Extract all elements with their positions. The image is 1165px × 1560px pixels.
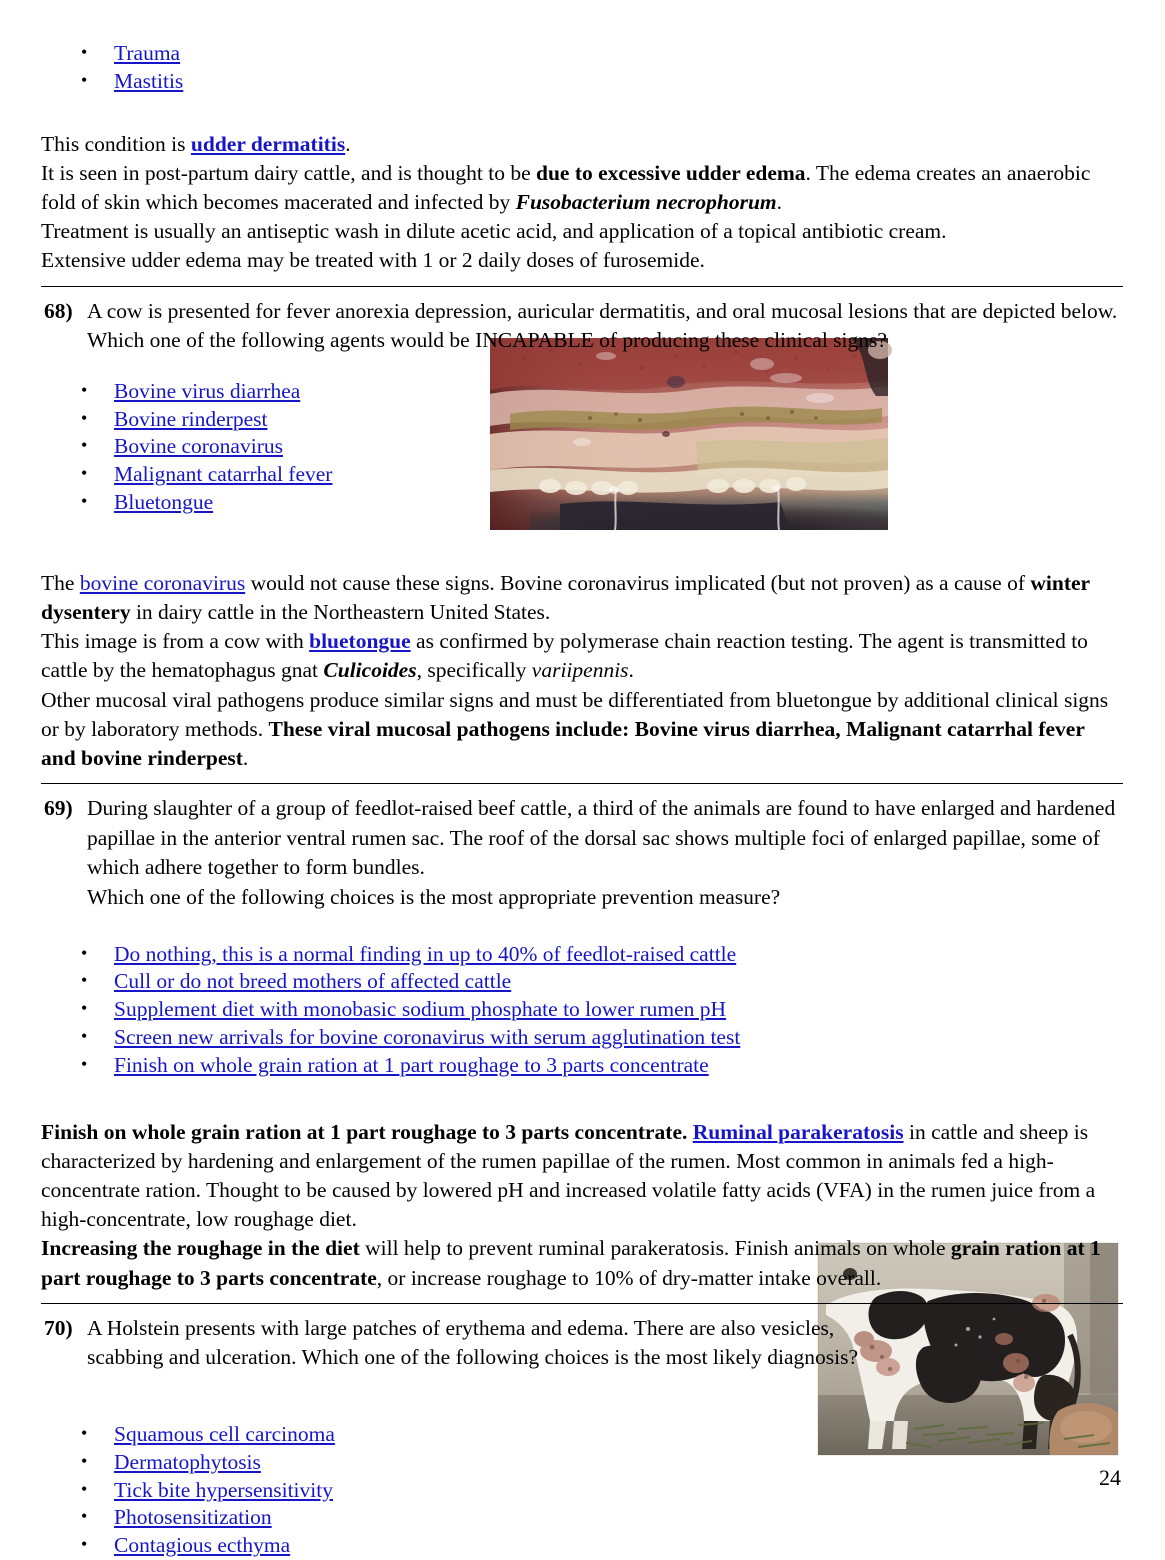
text-fragment: . The edema creates an anaerobic fold of skin which becomes macerated and infected by bbox=[41, 160, 1091, 214]
explanation-68-p3 bbox=[41, 686, 1123, 774]
text-fragment: It is seen in post-partum dairy cattle, and is thought to be bbox=[41, 160, 536, 185]
explanation-line-1 bbox=[41, 130, 1123, 159]
text-fragment: as confirmed by polymerase chain reaction testing. The agent is transmitted to cattle by the hematophagus gnat bbox=[41, 629, 1088, 683]
choice-label[interactable]: Finish on whole grain ration at 1 part roughage to 3 parts concentrate bbox=[114, 1052, 709, 1077]
choice-item[interactable] bbox=[41, 1532, 1123, 1560]
answer-choices-list-continued bbox=[41, 40, 1123, 96]
text-fragment: This condition is bbox=[41, 131, 191, 156]
answer-choices-68 bbox=[41, 378, 1123, 517]
question-69 bbox=[41, 794, 1123, 912]
choice-label[interactable]: Bluetongue bbox=[114, 489, 214, 514]
text-bold: due to excessive udder edema bbox=[536, 160, 806, 185]
explanation-69 bbox=[41, 1118, 1123, 1293]
udder-dermatitis-link[interactable]: udder dermatitis bbox=[190, 131, 346, 156]
text-fragment: . bbox=[628, 658, 634, 683]
explanation-68-p2 bbox=[41, 627, 1123, 685]
question-number: 70) bbox=[44, 1315, 73, 1340]
text-bold-italic: Culicoides bbox=[323, 658, 417, 683]
text-bold: Finish on whole grain ration at 1 part roughage to 3 parts concentrate. bbox=[41, 1119, 688, 1144]
choice-label[interactable]: Bovine virus diarrhea bbox=[114, 378, 301, 403]
text-fragment: Other mucosal viral pathogens produce similar signs and must be differentiated from bluetongue by additional clinical signs or by laboratory methods. bbox=[41, 687, 1109, 741]
choice-label[interactable]: Trauma bbox=[114, 41, 181, 65]
question-number: 68) bbox=[44, 298, 73, 323]
choice-item[interactable] bbox=[41, 1421, 1123, 1449]
text-bold: Increasing the roughage in the diet bbox=[41, 1236, 360, 1261]
choice-label[interactable]: Squamous cell carcinoma bbox=[114, 1421, 335, 1446]
explanation-69-p1 bbox=[41, 1118, 1123, 1235]
explanation-line-4: Extensive udder edema may be treated with 1 or 2 daily doses of furosemide. bbox=[41, 248, 705, 273]
choice-item[interactable] bbox=[41, 1024, 1123, 1052]
text-bold: These viral mucosal pathogens include: Bovine virus diarrhea, Malignant catarrhal fever and bovine rinderpest bbox=[41, 716, 1085, 770]
choice-item[interactable] bbox=[41, 1449, 1123, 1477]
choice-label[interactable]: Cull or do not breed mothers of affected cattle bbox=[114, 969, 512, 994]
text-italic: variipennis bbox=[531, 658, 629, 683]
bluetongue-link[interactable]: bluetongue bbox=[309, 629, 411, 654]
document-body bbox=[41, 40, 1123, 1560]
choice-item[interactable] bbox=[41, 68, 1123, 96]
explanation-line-2 bbox=[41, 159, 1123, 217]
choice-item[interactable] bbox=[41, 1504, 1123, 1532]
choice-item[interactable] bbox=[41, 406, 1123, 434]
explanation-line-3: Treatment is usually an antiseptic wash in dilute acetic acid, and application of a topical antibiotic cream. bbox=[41, 219, 947, 244]
text-fragment: in cattle and sheep is characterized by hardening and enlargement of the rumen papillae of the rumen. Most common in animals fed a high-concentrate ration. Thought to be caused by lowered pH and increased volatile fatty acids (VFA) in the rumen juice from a high-concentrate, low roughage diet. bbox=[41, 1119, 1096, 1232]
text-fragment: would not cause these signs. Bovine coronavirus implicated (but not proven) as a cause of bbox=[245, 570, 1031, 595]
choice-label[interactable]: Photosensitization bbox=[114, 1505, 272, 1530]
choice-item[interactable] bbox=[41, 461, 1123, 489]
explanation-68-p1 bbox=[41, 569, 1123, 627]
text-fragment: The bbox=[41, 570, 80, 595]
explanation-69-p2 bbox=[41, 1234, 1123, 1292]
choice-item[interactable] bbox=[41, 941, 1123, 969]
choice-label[interactable]: Bovine rinderpest bbox=[114, 406, 268, 431]
choice-label[interactable]: Supplement diet with monobasic sodium phosphate to lower rumen pH bbox=[114, 997, 727, 1022]
choice-label[interactable]: Screen new arrivals for bovine coronavirus with serum agglutination test bbox=[114, 1024, 741, 1049]
text-fragment: . bbox=[345, 131, 351, 156]
choice-item[interactable] bbox=[41, 1477, 1123, 1505]
choice-item[interactable] bbox=[41, 1052, 1123, 1080]
choice-item[interactable] bbox=[41, 40, 1123, 68]
text-fragment: . bbox=[776, 190, 783, 214]
ruminal-parakeratosis-link[interactable]: Ruminal parakeratosis bbox=[692, 1119, 904, 1144]
choice-item[interactable] bbox=[41, 433, 1123, 461]
choice-label[interactable]: Contagious ecthyma bbox=[114, 1533, 291, 1558]
question-stem-part-2: Which one of the following choices is the most appropriate prevention measure? bbox=[87, 884, 781, 909]
text-fragment: . bbox=[242, 746, 249, 770]
bovine-coronavirus-link[interactable]: bovine coronavirus bbox=[79, 570, 246, 595]
choice-label[interactable]: Bovine coronavirus bbox=[114, 434, 283, 459]
question-stem: A cow is presented for fever anorexia depression, auricular dermatitis, and oral mucosal lesions that are depicted below. Which one of the following agents would be INCAPABLE of producing these clinical signs? bbox=[87, 298, 1118, 353]
choice-label[interactable]: Tick bite hypersensitivity bbox=[114, 1477, 333, 1502]
text-fragment: in dairy cattle in the Northeastern United States. bbox=[130, 599, 551, 624]
choice-label[interactable]: Mastitis bbox=[114, 68, 184, 93]
choice-item[interactable] bbox=[41, 968, 1123, 996]
choice-item[interactable] bbox=[41, 996, 1123, 1024]
explanation-68 bbox=[41, 569, 1123, 773]
page-number: 24 bbox=[1099, 1465, 1121, 1490]
question-70 bbox=[41, 1314, 877, 1373]
choice-label[interactable]: Malignant catarrhal fever bbox=[114, 462, 333, 487]
text-fragment: This image is from a cow with bbox=[41, 629, 310, 654]
choice-label[interactable]: Do nothing, this is a normal finding in up to 40% of feedlot-raised cattle bbox=[114, 941, 737, 966]
text-bold: winter dysentery bbox=[41, 570, 1090, 624]
answer-choices-70 bbox=[41, 1421, 1123, 1560]
question-number: 69) bbox=[44, 796, 73, 821]
text-bold: grain ration at 1 part roughage to 3 parts concentrate bbox=[41, 1236, 1101, 1290]
choice-item[interactable] bbox=[41, 489, 1123, 517]
text-bold-italic: Fusobacterium necrophorum bbox=[515, 190, 777, 214]
question-stem-part-1: During slaughter of a group of feedlot-raised beef cattle, a third of the animals are found to have enlarged and hardened papillae in the anterior ventral rumen sac. The roof of the dorsal sac shows multiple foci of enlarged papillae, some of which adhere together to form bundles. bbox=[87, 796, 1116, 880]
question-stem: A Holstein presents with large patches of erythema and edema. There are also vesicles, scabbing and ulceration. Which one of the following choices is the most likely diagnosis? bbox=[87, 1315, 859, 1370]
answer-choices-69 bbox=[41, 941, 1123, 1080]
question-68 bbox=[41, 297, 1123, 356]
explanation-udder-dermatitis bbox=[41, 130, 1123, 276]
choice-label[interactable]: Dermatophytosis bbox=[114, 1449, 261, 1474]
text-fragment: , or increase roughage to 10% of dry-matter intake overall. bbox=[376, 1265, 882, 1290]
text-fragment: will help to prevent ruminal parakeratosis. Finish animals on whole bbox=[359, 1236, 951, 1261]
choice-item[interactable] bbox=[41, 378, 1123, 406]
text-fragment: , specifically bbox=[416, 658, 532, 683]
